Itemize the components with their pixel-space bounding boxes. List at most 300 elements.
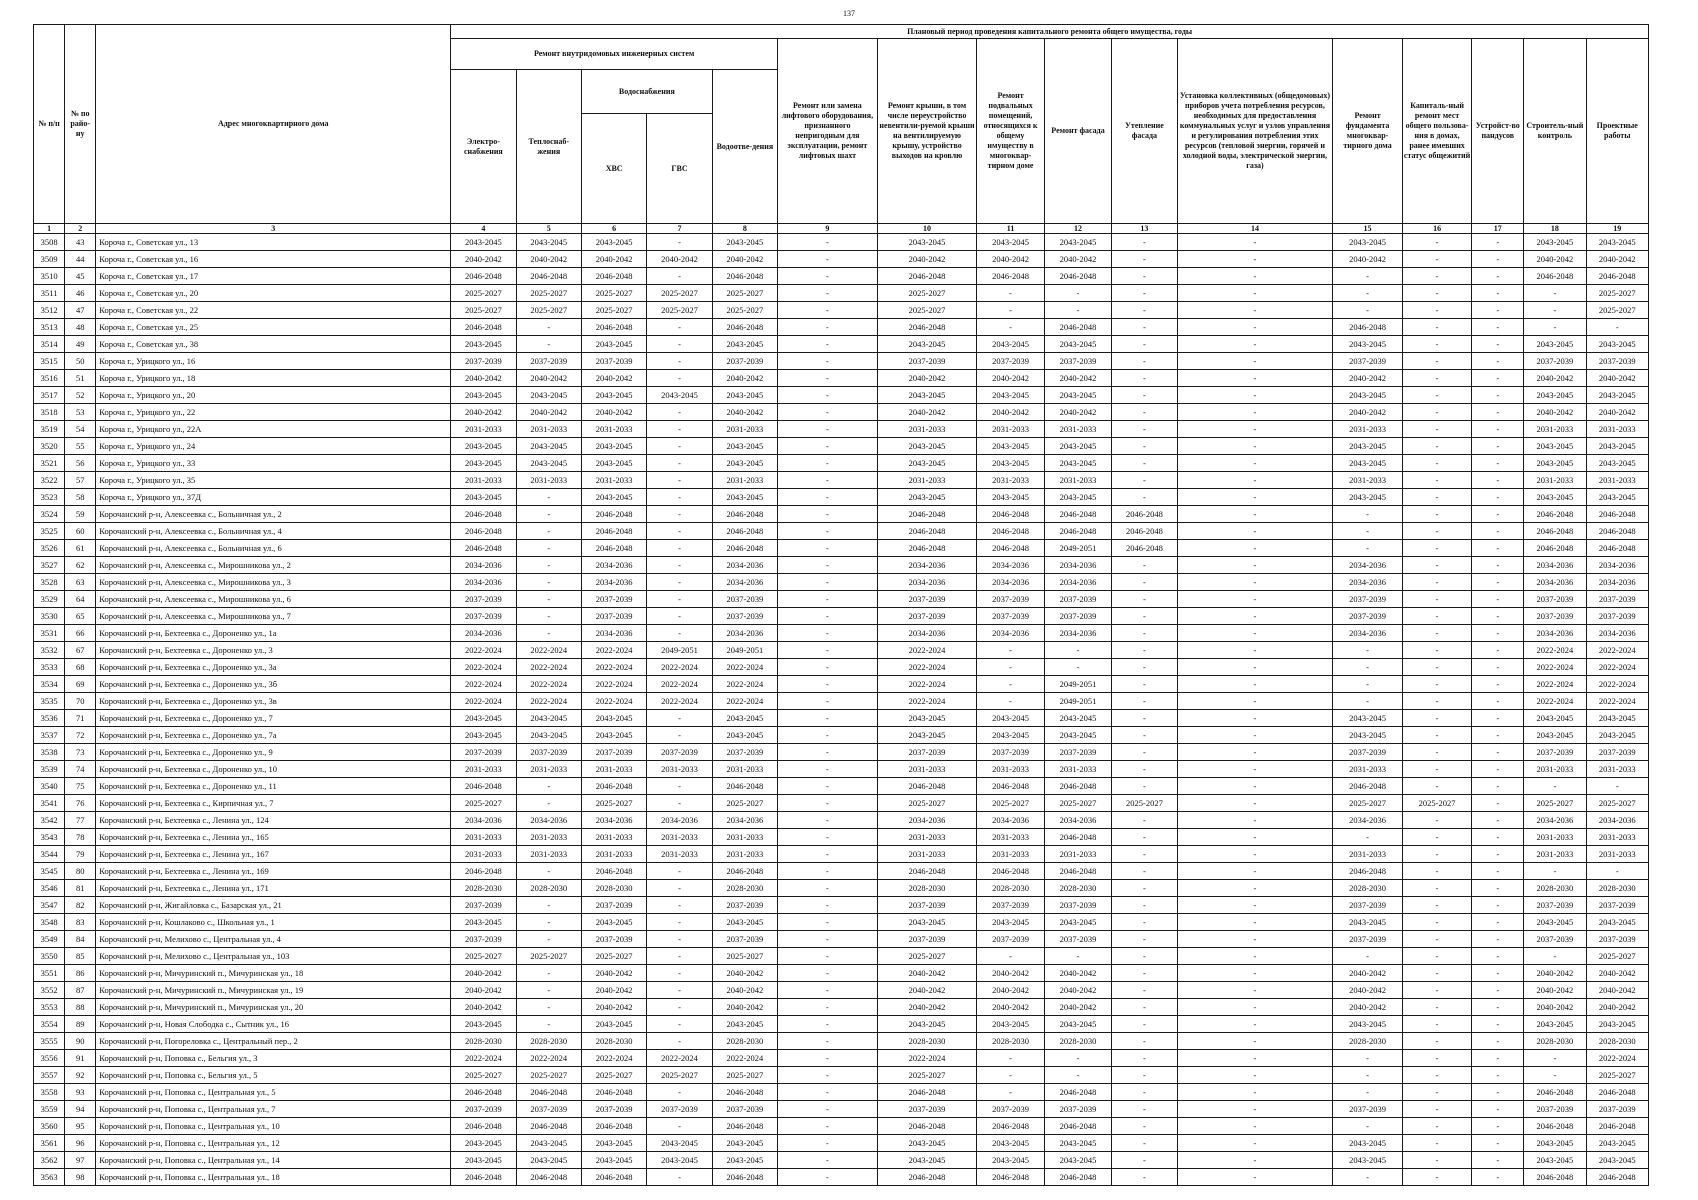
- col-header-elevator: Ремонт или замена лифтового оборудования, признанного непригодным для эксплуатации, ремонт лифтовых шахт: [778, 39, 878, 224]
- address-cell: Корочанский р-н, Бехтеевка с., Ленина ул., 165: [96, 829, 451, 846]
- table-cell: -: [1177, 285, 1333, 302]
- table-cell: -: [1402, 1101, 1472, 1118]
- table-cell: 2043-2045: [516, 1135, 581, 1152]
- table-cell: 2046-2048: [877, 506, 977, 523]
- table-cell: 67: [65, 642, 96, 659]
- table-cell: -: [647, 948, 712, 965]
- table-cell: 2031-2033: [877, 846, 977, 863]
- table-cell: 2040-2042: [581, 982, 646, 999]
- table-cell: -: [778, 1050, 878, 1067]
- table-cell: 2031-2033: [712, 846, 777, 863]
- table-cell: 2043-2045: [451, 336, 516, 353]
- table-cell: 2043-2045: [1333, 1135, 1403, 1152]
- table-cell: 2031-2033: [1586, 829, 1649, 846]
- table-cell: 3556: [34, 1050, 65, 1067]
- table-cell: 2046-2048: [516, 1084, 581, 1101]
- address-cell: Корочанский р-н, Бехтеевка с., Дороненко ул., 3б: [96, 676, 451, 693]
- table-cell: 3524: [34, 506, 65, 523]
- table-cell: 2022-2024: [712, 659, 777, 676]
- table-cell: 2022-2024: [516, 642, 581, 659]
- table-cell: 2037-2039: [977, 744, 1044, 761]
- table-cell: 2043-2045: [1044, 710, 1111, 727]
- table-cell: -: [647, 268, 712, 285]
- table-row: [34, 234, 1649, 251]
- table-cell: -: [1402, 234, 1472, 251]
- table-cell: -: [1472, 676, 1524, 693]
- table-cell: -: [1524, 778, 1586, 795]
- table-cell: 2034-2036: [977, 812, 1044, 829]
- table-cell: 2025-2027: [1044, 795, 1111, 812]
- table-cell: 2025-2027: [451, 285, 516, 302]
- table-cell: 2037-2039: [581, 897, 646, 914]
- table-cell: -: [778, 948, 878, 965]
- table-cell: 3535: [34, 693, 65, 710]
- table-cell: 2028-2030: [1524, 1033, 1586, 1050]
- table-cell: 3522: [34, 472, 65, 489]
- table-cell: 2037-2039: [977, 608, 1044, 625]
- col-header-heritage: Капиталь-ный ремонт мест общего пользова-ния в домах, ранее имевших статус общежитий: [1402, 39, 1472, 224]
- table-cell: 2046-2048: [451, 540, 516, 557]
- table-cell: 3541: [34, 795, 65, 812]
- table-row: [34, 1135, 1649, 1152]
- table-cell: -: [1177, 1050, 1333, 1067]
- address-cell: Короча г., Советская ул., 16: [96, 251, 451, 268]
- address-cell: Корочанский р-н, Бехтеевка с., Дороненко ул., 1а: [96, 625, 451, 642]
- table-cell: 3517: [34, 387, 65, 404]
- table-cell: -: [647, 795, 712, 812]
- table-cell: -: [1044, 1050, 1111, 1067]
- table-cell: -: [647, 727, 712, 744]
- table-cell: 2043-2045: [1524, 1016, 1586, 1033]
- table-row: [34, 1084, 1649, 1101]
- table-cell: 88: [65, 999, 96, 1016]
- table-cell: -: [1472, 319, 1524, 336]
- table-cell: 52: [65, 387, 96, 404]
- table-cell: -: [1177, 982, 1333, 999]
- table-cell: 2046-2048: [712, 778, 777, 795]
- table-cell: 2043-2045: [1044, 914, 1111, 931]
- table-cell: -: [647, 710, 712, 727]
- table-cell: 2040-2042: [581, 370, 646, 387]
- table-row: [34, 710, 1649, 727]
- table-cell: 2040-2042: [712, 370, 777, 387]
- table-cell: 3513: [34, 319, 65, 336]
- address-cell: Короча г., Советская ул., 25: [96, 319, 451, 336]
- address-cell: Корочанский р-н, Поповка с., Центральная ул., 7: [96, 1101, 451, 1118]
- table-cell: 3561: [34, 1135, 65, 1152]
- table-row: [34, 1067, 1649, 1084]
- table-cell: 3530: [34, 608, 65, 625]
- table-cell: -: [1112, 608, 1177, 625]
- table-cell: -: [1402, 642, 1472, 659]
- table-cell: -: [1472, 421, 1524, 438]
- address-cell: Корочанский р-н, Бехтеевка с., Дороненко ул., 9: [96, 744, 451, 761]
- table-cell: -: [1472, 608, 1524, 625]
- table-cell: 2043-2045: [877, 387, 977, 404]
- table-cell: -: [1333, 1118, 1403, 1135]
- table-cell: 66: [65, 625, 96, 642]
- table-cell: -: [516, 557, 581, 574]
- table-cell: 84: [65, 931, 96, 948]
- table-cell: -: [1402, 965, 1472, 982]
- table-cell: 2037-2039: [1586, 353, 1649, 370]
- table-cell: 2046-2048: [712, 319, 777, 336]
- table-cell: 2037-2039: [1586, 591, 1649, 608]
- table-row: [34, 557, 1649, 574]
- col-header-control: Строитель-ный контроль: [1524, 39, 1586, 224]
- table-cell: 2037-2039: [1524, 353, 1586, 370]
- table-row: [34, 761, 1649, 778]
- table-cell: -: [1177, 234, 1333, 251]
- table-cell: 91: [65, 1050, 96, 1067]
- table-cell: 2046-2048: [712, 268, 777, 285]
- column-number: 16: [1402, 224, 1472, 234]
- table-cell: -: [1472, 795, 1524, 812]
- table-cell: -: [1177, 761, 1333, 778]
- table-cell: 3518: [34, 404, 65, 421]
- col-header-period: Плановый период проведения капитального ремонта общего имущества, годы: [451, 25, 1649, 39]
- table-cell: 2034-2036: [451, 625, 516, 642]
- table-cell: 2031-2033: [516, 829, 581, 846]
- table-cell: -: [1112, 1169, 1177, 1186]
- table-cell: 2043-2045: [877, 234, 977, 251]
- table-cell: -: [1524, 1050, 1586, 1067]
- table-cell: 2037-2039: [1333, 1101, 1403, 1118]
- table-cell: 2043-2045: [451, 387, 516, 404]
- table-cell: 2040-2042: [451, 999, 516, 1016]
- table-cell: 2022-2024: [451, 642, 516, 659]
- table-cell: 2046-2048: [1112, 540, 1177, 557]
- table-cell: 3512: [34, 302, 65, 319]
- table-cell: 2043-2045: [581, 336, 646, 353]
- table-row: [34, 778, 1649, 795]
- table-row: [34, 387, 1649, 404]
- table-cell: -: [778, 370, 878, 387]
- table-cell: -: [1402, 608, 1472, 625]
- table-cell: 2043-2045: [712, 455, 777, 472]
- address-cell: Короча г., Советская ул., 38: [96, 336, 451, 353]
- table-cell: 2037-2039: [712, 931, 777, 948]
- table-cell: 2034-2036: [1524, 812, 1586, 829]
- table-cell: -: [1402, 863, 1472, 880]
- table-cell: -: [1586, 319, 1649, 336]
- table-cell: -: [647, 982, 712, 999]
- table-cell: 2040-2042: [1333, 965, 1403, 982]
- table-cell: 2043-2045: [451, 914, 516, 931]
- table-cell: 3534: [34, 676, 65, 693]
- table-cell: -: [1112, 829, 1177, 846]
- table-cell: 2046-2048: [451, 863, 516, 880]
- table-cell: 2043-2045: [877, 336, 977, 353]
- table-cell: -: [1177, 353, 1333, 370]
- table-cell: 2046-2048: [581, 506, 646, 523]
- table-cell: -: [1402, 931, 1472, 948]
- table-cell: -: [1177, 1033, 1333, 1050]
- table-row: [34, 897, 1649, 914]
- table-cell: 2031-2033: [516, 421, 581, 438]
- table-cell: 2046-2048: [1044, 1118, 1111, 1135]
- table-cell: 2031-2033: [451, 846, 516, 863]
- table-cell: -: [1177, 659, 1333, 676]
- table-cell: -: [1402, 999, 1472, 1016]
- table-cell: -: [778, 1152, 878, 1169]
- table-cell: 2031-2033: [977, 472, 1044, 489]
- table-cell: 2043-2045: [581, 727, 646, 744]
- table-cell: -: [1472, 489, 1524, 506]
- table-cell: 78: [65, 829, 96, 846]
- table-cell: -: [778, 914, 878, 931]
- table-cell: 2043-2045: [877, 727, 977, 744]
- table-cell: 2043-2045: [581, 1135, 646, 1152]
- table-cell: -: [1402, 302, 1472, 319]
- table-cell: 2040-2042: [1333, 404, 1403, 421]
- table-cell: 2043-2045: [581, 438, 646, 455]
- table-cell: 2043-2045: [1044, 234, 1111, 251]
- table-cell: 2043-2045: [712, 1016, 777, 1033]
- table-cell: 50: [65, 353, 96, 370]
- table-cell: 98: [65, 1169, 96, 1186]
- table-cell: 47: [65, 302, 96, 319]
- table-cell: 3531: [34, 625, 65, 642]
- table-cell: -: [1472, 744, 1524, 761]
- table-cell: -: [977, 285, 1044, 302]
- table-cell: 2043-2045: [451, 1135, 516, 1152]
- table-cell: 2025-2027: [1586, 795, 1649, 812]
- table-cell: 2022-2024: [712, 693, 777, 710]
- table-cell: 2034-2036: [1524, 557, 1586, 574]
- table-cell: 2046-2048: [877, 268, 977, 285]
- address-cell: Корочанский р-н, Бехтеевка с., Дороненко ул., 3в: [96, 693, 451, 710]
- table-cell: 3553: [34, 999, 65, 1016]
- table-cell: 2031-2033: [1333, 421, 1403, 438]
- table-cell: 3554: [34, 1016, 65, 1033]
- table-cell: 3552: [34, 982, 65, 999]
- table-cell: 2025-2027: [516, 948, 581, 965]
- table-cell: 2034-2036: [451, 812, 516, 829]
- table-cell: 2037-2039: [977, 1101, 1044, 1118]
- table-cell: -: [647, 455, 712, 472]
- table-cell: -: [778, 557, 878, 574]
- table-cell: 2037-2039: [712, 353, 777, 370]
- col-header-hot-water: ГВС: [647, 114, 712, 224]
- table-cell: 2040-2042: [1044, 965, 1111, 982]
- table-cell: 2037-2039: [877, 897, 977, 914]
- col-header-design: Проектные работы: [1586, 39, 1649, 224]
- table-cell: 2043-2045: [877, 455, 977, 472]
- table-cell: 3540: [34, 778, 65, 795]
- table-cell: 2031-2033: [581, 761, 646, 778]
- table-cell: 2043-2045: [581, 914, 646, 931]
- table-row: [34, 251, 1649, 268]
- table-cell: -: [1402, 693, 1472, 710]
- table-cell: -: [1112, 812, 1177, 829]
- address-cell: Корочанский р-н, Поповка с., Бельгия ул., 5: [96, 1067, 451, 1084]
- table-cell: -: [1333, 642, 1403, 659]
- table-cell: 2025-2027: [1112, 795, 1177, 812]
- table-cell: 2043-2045: [647, 1152, 712, 1169]
- table-cell: -: [647, 574, 712, 591]
- table-cell: -: [1112, 999, 1177, 1016]
- table-cell: 2025-2027: [1586, 302, 1649, 319]
- table-cell: -: [1177, 931, 1333, 948]
- table-cell: 2022-2024: [647, 676, 712, 693]
- table-cell: -: [1044, 642, 1111, 659]
- table-cell: 2037-2039: [1333, 744, 1403, 761]
- table-cell: 2046-2048: [1044, 268, 1111, 285]
- address-cell: Короча г., Урицкого ул., 22: [96, 404, 451, 421]
- table-cell: -: [1472, 336, 1524, 353]
- table-cell: 2046-2048: [1112, 506, 1177, 523]
- table-cell: 2046-2048: [451, 1084, 516, 1101]
- table-cell: 3546: [34, 880, 65, 897]
- table-cell: -: [1177, 1067, 1333, 1084]
- table-cell: 2043-2045: [1333, 727, 1403, 744]
- table-cell: -: [778, 506, 878, 523]
- table-cell: 2025-2027: [581, 948, 646, 965]
- table-cell: 2025-2027: [647, 1067, 712, 1084]
- table-cell: 2025-2027: [581, 285, 646, 302]
- table-cell: 2022-2024: [581, 659, 646, 676]
- column-number: 11: [977, 224, 1044, 234]
- table-cell: 2046-2048: [1044, 523, 1111, 540]
- table-cell: 2046-2048: [1586, 268, 1649, 285]
- table-cell: -: [1333, 302, 1403, 319]
- table-cell: 2046-2048: [877, 523, 977, 540]
- table-cell: 2031-2033: [877, 829, 977, 846]
- table-cell: -: [516, 863, 581, 880]
- table-cell: -: [1044, 285, 1111, 302]
- table-cell: -: [1177, 1016, 1333, 1033]
- table-cell: 2043-2045: [1044, 1016, 1111, 1033]
- table-cell: 2043-2045: [1586, 914, 1649, 931]
- table-cell: 2037-2039: [1524, 591, 1586, 608]
- table-cell: 2043-2045: [451, 1016, 516, 1033]
- table-cell: 2043-2045: [647, 1135, 712, 1152]
- table-cell: 93: [65, 1084, 96, 1101]
- address-cell: Короча г., Урицкого ул., 33: [96, 455, 451, 472]
- table-cell: -: [647, 404, 712, 421]
- table-cell: 3543: [34, 829, 65, 846]
- table-cell: 2022-2024: [581, 642, 646, 659]
- table-cell: -: [1472, 1101, 1524, 1118]
- table-cell: 2043-2045: [1044, 438, 1111, 455]
- table-cell: 2028-2030: [451, 880, 516, 897]
- table-cell: -: [778, 1101, 878, 1118]
- table-cell: 2022-2024: [451, 659, 516, 676]
- table-cell: -: [1044, 302, 1111, 319]
- table-cell: 2043-2045: [977, 1135, 1044, 1152]
- table-cell: 2046-2048: [1333, 319, 1403, 336]
- table-row: [34, 1169, 1649, 1186]
- table-row: [34, 642, 1649, 659]
- table-cell: -: [1402, 455, 1472, 472]
- table-cell: -: [1402, 591, 1472, 608]
- table-cell: 2022-2024: [451, 676, 516, 693]
- table-cell: -: [1472, 1033, 1524, 1050]
- table-cell: -: [1333, 540, 1403, 557]
- table-cell: 2046-2048: [581, 319, 646, 336]
- table-cell: 2037-2039: [1044, 591, 1111, 608]
- table-cell: 2046-2048: [1524, 506, 1586, 523]
- table-cell: 2043-2045: [1586, 234, 1649, 251]
- table-cell: -: [516, 608, 581, 625]
- table-cell: 2031-2033: [451, 761, 516, 778]
- table-cell: -: [1472, 268, 1524, 285]
- table-cell: 2046-2048: [977, 863, 1044, 880]
- table-cell: 2046-2048: [581, 268, 646, 285]
- table-cell: -: [1472, 625, 1524, 642]
- address-cell: Корочанский р-н, Бехтеевка с., Ленина ул., 167: [96, 846, 451, 863]
- table-cell: -: [647, 999, 712, 1016]
- table-cell: 2040-2042: [1524, 965, 1586, 982]
- table-cell: -: [516, 778, 581, 795]
- table-cell: 74: [65, 761, 96, 778]
- table-cell: 3563: [34, 1169, 65, 1186]
- table-cell: 2046-2048: [1524, 1084, 1586, 1101]
- table-cell: -: [1333, 829, 1403, 846]
- table-cell: -: [1472, 846, 1524, 863]
- table-cell: -: [1177, 744, 1333, 761]
- address-cell: Короча г., Урицкого ул., 20: [96, 387, 451, 404]
- table-cell: 2034-2036: [1333, 625, 1403, 642]
- table-cell: 2031-2033: [1044, 761, 1111, 778]
- table-cell: 2040-2042: [451, 965, 516, 982]
- table-cell: -: [1472, 761, 1524, 778]
- table-cell: -: [1472, 1050, 1524, 1067]
- table-cell: 2040-2042: [712, 404, 777, 421]
- table-cell: 2034-2036: [877, 812, 977, 829]
- table-cell: 2043-2045: [977, 336, 1044, 353]
- table-cell: 2040-2042: [1586, 982, 1649, 999]
- table-cell: 2046-2048: [451, 1169, 516, 1186]
- table-cell: -: [1586, 778, 1649, 795]
- table-cell: 2034-2036: [1586, 574, 1649, 591]
- table-cell: 3562: [34, 1152, 65, 1169]
- table-cell: 2025-2027: [877, 285, 977, 302]
- table-cell: 2037-2039: [977, 353, 1044, 370]
- table-cell: 2025-2027: [1586, 948, 1649, 965]
- table-cell: 2046-2048: [451, 1118, 516, 1135]
- table-cell: 2043-2045: [977, 1016, 1044, 1033]
- table-cell: -: [516, 795, 581, 812]
- table-cell: -: [1402, 1033, 1472, 1050]
- table-cell: 2028-2030: [1333, 1033, 1403, 1050]
- table-cell: 2031-2033: [1524, 829, 1586, 846]
- table-cell: 2037-2039: [877, 353, 977, 370]
- table-cell: 2046-2048: [1333, 778, 1403, 795]
- table-cell: 2025-2027: [712, 285, 777, 302]
- table-cell: 2043-2045: [712, 727, 777, 744]
- table-cell: -: [1177, 370, 1333, 387]
- table-cell: -: [1112, 404, 1177, 421]
- table-cell: -: [1402, 897, 1472, 914]
- table-cell: 2040-2042: [1044, 370, 1111, 387]
- table-cell: -: [1177, 948, 1333, 965]
- table-cell: -: [1177, 336, 1333, 353]
- col-header-no: № п/п: [34, 25, 65, 224]
- table-cell: 2022-2024: [877, 659, 977, 676]
- table-cell: 2031-2033: [977, 421, 1044, 438]
- table-cell: -: [977, 1084, 1044, 1101]
- table-cell: 2025-2027: [581, 1067, 646, 1084]
- table-cell: -: [1402, 285, 1472, 302]
- table-cell: 2043-2045: [712, 710, 777, 727]
- table-cell: -: [647, 931, 712, 948]
- address-cell: Корочанский р-н, Бехтеевка с., Дороненко ул., 3: [96, 642, 451, 659]
- col-header-address: Адрес многоквартирного дома: [96, 25, 451, 224]
- table-row: [34, 999, 1649, 1016]
- col-header-drainage: Водоотве-дения: [712, 70, 777, 224]
